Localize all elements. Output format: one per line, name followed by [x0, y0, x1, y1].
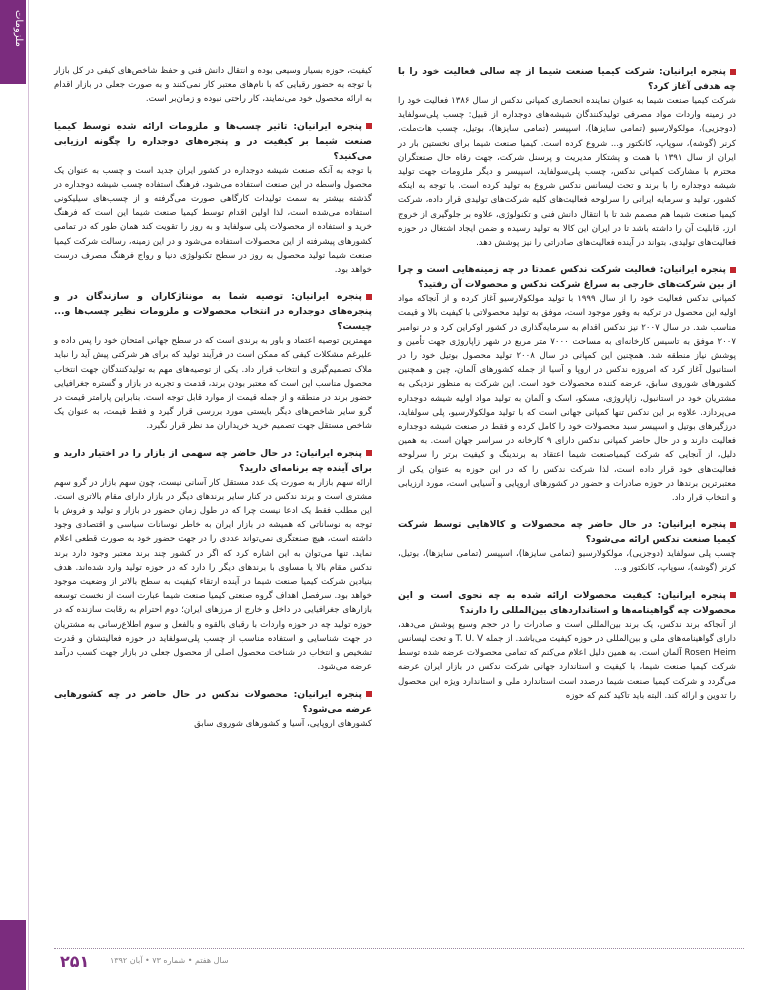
question: پنجره ایرانیان: فعالیت شرکت ندکس عمدتا در چه زمینه‌هایی است و چرا از بین شرکت‌های خارجی به سراغ شرکت ندکس و محصولات آن رفتید؟: [398, 264, 736, 291]
answer: چسب پلی سولفاید (دوجزیی)، مولکولارسیو (تمامی سایزها)، اسپیسر (تمامی سایزها)، بوتیل، کرنر (گوشه)، سوپاپ، کانکتور و...: [398, 549, 736, 574]
question: پنجره ایرانیان: کیفیت محصولات ارائه شده به چه نحوی است و این محصولات چه گواهینامه‌ها و استانداردهای بین‌المللی را دارند؟: [398, 589, 736, 616]
qa-block: [398, 517, 736, 575]
section-tab-footer-bar: [0, 920, 26, 990]
qa-block: [398, 64, 736, 250]
bullet-square-icon: [366, 450, 372, 456]
bullet-square-icon: [730, 69, 736, 75]
qa-block: [54, 64, 372, 107]
qa-block: [54, 687, 372, 731]
section-tab-label: ملزومات: [13, 10, 24, 47]
qa-block: [398, 262, 736, 505]
bullet-square-icon: [366, 294, 372, 300]
bullet-square-icon: [730, 267, 736, 273]
qa-block: [398, 588, 736, 703]
answer: مهمترین توصیه اعتماد و باور به برندی است که در سطح جهانی امتحان خود را پس داده و علیرغم مشکلات کیفی که ممکن است در فرآیند تولید که برای هر شرکتی پیش آید را نباید ملاک تصمیم‌گیری و انتخاب قرار داد. یکی از توصیه‌های مهم به تولیدکنندگان جهت انتخاب محصول مناسب این است که معتبر بودن برند، قدمت و تجربه در بازار و گستره جغرافیایی حضور برند در منطقه و از جمله قیمت از موارد قابل توجه است. بنابراین پارامتر قیمت در گرو سایر شاخص‌های دیگر بایستی مورد بررسی قرار گیرد و فقط قیمت، به عنوان یک شاخص مستقل جهت تصمیم خرید خریداران مد نظر قرار نگیرد.: [54, 336, 372, 432]
qa-block: [54, 289, 372, 433]
answer: کشورهای اروپایی، آسیا و کشورهای شوروی سابق: [194, 718, 372, 729]
bullet-square-icon: [730, 522, 736, 528]
answer: کیفیت، حوزه بسیار وسیعی بوده و انتقال دانش فنی و حفظ شاخص‌های کیفی در کل بازار با توجه به حضور رقبایی که با نام‌های معتبر کار نمی‌کنند و به صورت جعلی در بازار اقدام به ارائه محصول خود می‌نمایند، کار راحتی نبوده و زمان‌بر است.: [54, 66, 372, 105]
qa-block: [54, 119, 372, 278]
answer: شرکت کیمیا صنعت شیما به عنوان نماینده انحصاری کمپانی ندکس از سال ۱۳۸۶ فعالیت خود را در زمینه واردات مواد مصرفی تولیدکنندگان شیشه‌های دوجداره از قبیل: چسب پلی‌سولفاید (دوجزیی)، مولکولارسیو (تمامی سایزها)، اسپیسر (تمامی سایزها)، بوتیل، چسب هات‌ملت، کرنر (گوشه)، سوپاپ، کانکتور و... شروع کرده است. کیمیا صنعت شیما برای نخستین بار در ایران از سال ۱۳۹۱ با همت و پشتکار مدیریت و پرسنل شرکت، جهت رفاه حال صنعتگران محترم با مشارکت کمپانی ندکس، چسب پلی‌سولفاید، اسپیسر و دیگر ملزومات جهت تولید شیشه دوجداره را با برند و تحت لیسانس ندکس شروع به تولید کرده است. با توجه به اینکه کشور، تولید و سرمایه ایرانی را سرلوحه فعالیت‌های کلیه شرکت‌های تولیدی قرار داده، شرکت کیمیا صنعت شیما هم مصمم شد تا با انتقال دانش فنی و تکنولوژی، علاوه بر جلوگیری از خروج ارز، قابلیت آن را داشته باشد تا در ایران این کالا به تولید رسیده و ضمن ایجاد اشتغال در حوزه فعالیت‌های تولیدی، بتواند در آینده فعالیت‌های صادراتی را نیز پوشش دهد.: [398, 96, 736, 249]
section-tab: [0, 0, 30, 990]
answer: ارائه سهم بازار به صورت یک عدد مستقل کار آسانی نیست، چون سهم بازار در گرو سهم مشتری است و برند ندکس در کنار سایر برندهای دیگر در بازار دارای مقام بالاتری است. این مطلب فقط یک ادعا نیست چرا که در طول زمان حضور در بازار و تولید و فروش با توجه به نوساناتی که همیشه در بازار ایران به خاطر نوسانات سیاسی و اقتصادی وجود داشته است، هیچ صنعتگری نمی‌تواند عددی را در جهت حضور خود به صورت قطعی اعلام نماید. تنها می‌توان به این اشاره کرد که اگر در کشور چند برند معتبر وجود دارد برند ندکس مقام بالا یا مساوی با برندهای دیگر را دارد که در حوزه تولید وارد شده‌اند. هدف بنیادین شرکت کیمیا صنعت شیما در آینده ارتقاء کیفیت به سطح بالاتر از وضعیت موجود خواهد بود. سرفصل اهداف گروه صنعتی کیمیا صنعت شیما عبارت است از نخست توسعه بازارهای جغرافیایی در داخل و خارج از مرزهای ایران؛ دوم احترام به رقابت سازنده که در حوزه تولید چه در حوزه واردات با رقبای بالقوه و بالفعل و سوم اطلاع‌رسانی به مشتریان در جهت شناسایی و استفاده مناسب از چسب پلی‌سولفاید در حوزه فعالیتشان و قدرت تشخیص و انتخاب در شناخت محصول اصلی از محصول جعلی در بازار جهت کسب درآمد عرضه می‌شود.: [54, 477, 372, 673]
issue-info: سال هفتم • شماره ۷۳ • آبان ۱۳۹۲: [110, 956, 229, 965]
question: پنجره ایرانیان: محصولات ندکس در حال حاضر در چه کشورهایی عرضه می‌شود؟: [54, 688, 372, 715]
left-column: [54, 64, 372, 743]
right-column: [398, 64, 736, 715]
bullet-square-icon: [730, 592, 736, 598]
question: پنجره ایرانیان: توصیه شما به مونتاژکاران و سازندگان در و پنجره‌های دوجداره در انتخاب محصولات و ملزومات نظیر چسب‌ها و... چیست؟: [54, 291, 372, 333]
answer: با توجه به آنکه صنعت شیشه دوجداره در کشور ایران جدید است و چسب به عنوان یک محصول واسطه در این صنعت استفاده می‌شود، فرهنگ استفاده چسب شیشه دوجداره در گذشته بیشتر به سمت تولیدات کارگاهی صورت می‌گرفته و از چسب‌های سیلیکونی استفاده می‌شده است، لذا اولین اقدام توسط کیمیا صنعت شیما این است که فرهنگ خرید و استفاده از محصولات پلی سولفاید و به روز را تقویت کند همان طور که در تمامی کشورهای پیشرفته از این محصولات استفاده می‌شود و در این زمینه، رسالت شرکت کیمیا صنعت شیما تولید محصول به روز در سطح تکنولوژی دنیا و رواج فرهنگ مصرف درست خواهد بود.: [54, 165, 372, 276]
question: پنجره ایرانیان: در حال حاضر چه سهمی از بازار را در اختیار دارید و برای آینده چه برنامه‌ای دارید؟: [54, 447, 372, 474]
page-number: ۲۵۱: [60, 952, 90, 971]
bullet-square-icon: [366, 123, 372, 129]
section-tab-bar: [0, 0, 26, 84]
question: پنجره ایرانیان: شرکت کیمیا صنعت شیما از چه سالی فعالیت خود را با چه هدفی آغاز کرد؟: [398, 66, 736, 92]
question: پنجره ایرانیان: تاثیر چسب‌ها و ملزومات ارائه شده توسط کیمیا صنعت شیما بر کیفیت در و پنجره‌های دوجداره را چگونه ارزیابی می‌کنید؟: [54, 120, 372, 162]
bullet-square-icon: [366, 691, 372, 697]
question: پنجره ایرانیان: در حال حاضر چه محصولات و کالاهایی توسط شرکت کیمیا صنعت ندکس ارائه می‌شود؟: [398, 519, 736, 546]
answer: از آنجاکه برند ندکس، یک برند بین‌المللی است و صادرات را در حجم وسیع پوشش می‌دهد، دارای گواهینامه‌های ملی و بین‌المللی در حوزه کیفیت می‌باشد. از جمله T. U. V و تحت لیسانس Rosen Heim آلمان است. به همین دلیل اعلام می‌کنم که تمامی محصولات عرضه شده توسط شرکت کیمیا صنعت شیما، با کیفیت و استاندارد جهانی شرکت ندکس در بازار ایران عرضه می‌گردد و شرکت کیمیا صنعت شیما درصدد است استاندارد ملی و استاندارد ویژه این محصول را تدوین و ارائه کند. البته باید تاکید کنم که حوزه: [398, 619, 737, 701]
answer: کمپانی ندکس فعالیت خود را از سال ۱۹۹۹ با تولید مولکولارسیو آغاز کرده و از آنجاکه مواد اولیه این محصول در ترکیه به وفور موجود است، موفق به تولید محصولاتی با کیفیت بالا و قیمت مناسب شد. در سال ۲۰۰۷ نیز ندکس اقدام به سرمایه‌گذاری در کشور اوکراین کرد و در نوامبر ۲۰۰۷ موفق به تاسیس کارخانه‌ای به مساحت ۷۰۰۰ متر مربع در شهر زاپاروژی جهت تأمین و پوشش نیاز منطقه شد. همچنین این کمپانی در سال ۲۰۰۸ تولید محصول بوتیل خود را در استانبول آغاز کرد که امروزه ندکس در اروپا و آسیا از جمله کشورهای آلمان، چین و همچنین کشورهای شوروی سابق، عرضه کننده محصولات خود است. این شرکت به منظور نزدیکی به مشتریان خود در استانبول، زاپاروژی، مسکو، اسک و آلمان به تولید مواد اولیه شیشه دوجداره می‌پردازد. علاوه بر این ندکس تنها کمپانی جهانی است که با تولید مولکولارسیو، پلی سولفاید، درزگیرهای بوتیل و اسپیسر سبد محصولات خود را کامل کرده و فقط در صنعت شیشه دوجداره فعالیت دارند و در حال حاضر کمپانی ندکس دارای ۹ کارخانه در سراسر جهان است. به همین دلیل، از آنجایی که شرکت کیمیاصنعت شیما اعتقاد به برندینگ و کیفیت برتر را سرلوحه فعالیت‌های خود قرار داده است، لذا شرکت ندکس را که در این حوزه به عنوان یکی از معتبرترین برندها در حوزه صادرات و حضور در کشورهای اروپایی و آسیایی است، مورد ارزیابی و انتخاب قرار داد.: [398, 294, 737, 504]
margin-rule: [28, 0, 29, 990]
qa-block: [54, 446, 372, 675]
